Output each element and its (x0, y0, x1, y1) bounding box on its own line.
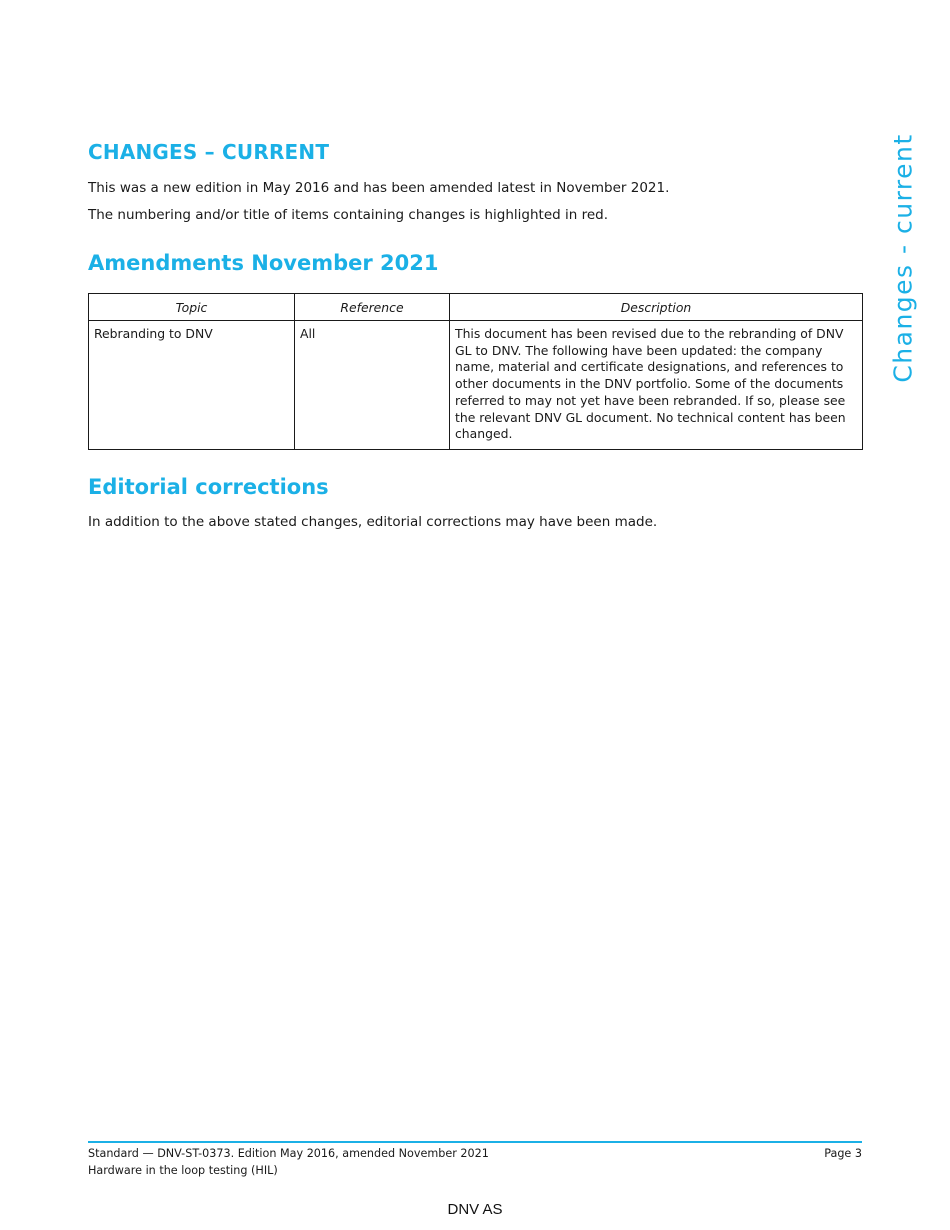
column-header-reference: Reference (295, 294, 450, 321)
description-cell: This document has been revised due to the rebranding of DNV GL to DNV. The following have been updated: the company name, material and certificate designations, and references to other documents in the DNV portfolio. Some of the documents referred to may not yet have been rebranded. If so, please see the relevant DNV GL document. No technical content has been changed. (450, 321, 863, 450)
table-row (89, 321, 863, 450)
publisher-name: DNV AS (447, 1201, 503, 1218)
side-section-label: Changes - current (888, 133, 918, 383)
footer-page-number: Page 3 (824, 1147, 862, 1160)
editorial-heading: Editorial corrections (88, 475, 329, 499)
amendments-heading: Amendments November 2021 (88, 251, 439, 275)
amendments-table (88, 293, 863, 450)
intro-paragraph: This was a new edition in May 2016 and has been amended latest in November 2021. (88, 180, 670, 196)
table-header-row (89, 294, 863, 321)
intro-paragraph: The numbering and/or title of items containing changes is highlighted in red. (88, 207, 609, 223)
topic-cell: Rebranding to DNV (89, 321, 295, 450)
editorial-paragraph: In addition to the above stated changes, editorial corrections may have been made. (88, 514, 658, 530)
column-header-topic: Topic (89, 294, 295, 321)
footer-document-title: Hardware in the loop testing (HIL) (88, 1164, 278, 1177)
reference-cell: All (295, 321, 450, 450)
footer-document-info: Standard — DNV-ST-0373. Edition May 2016, amended November 2021 (88, 1147, 489, 1160)
page-title: CHANGES – CURRENT (88, 140, 330, 164)
column-header-description: Description (450, 294, 863, 321)
footer-divider (88, 1141, 862, 1143)
